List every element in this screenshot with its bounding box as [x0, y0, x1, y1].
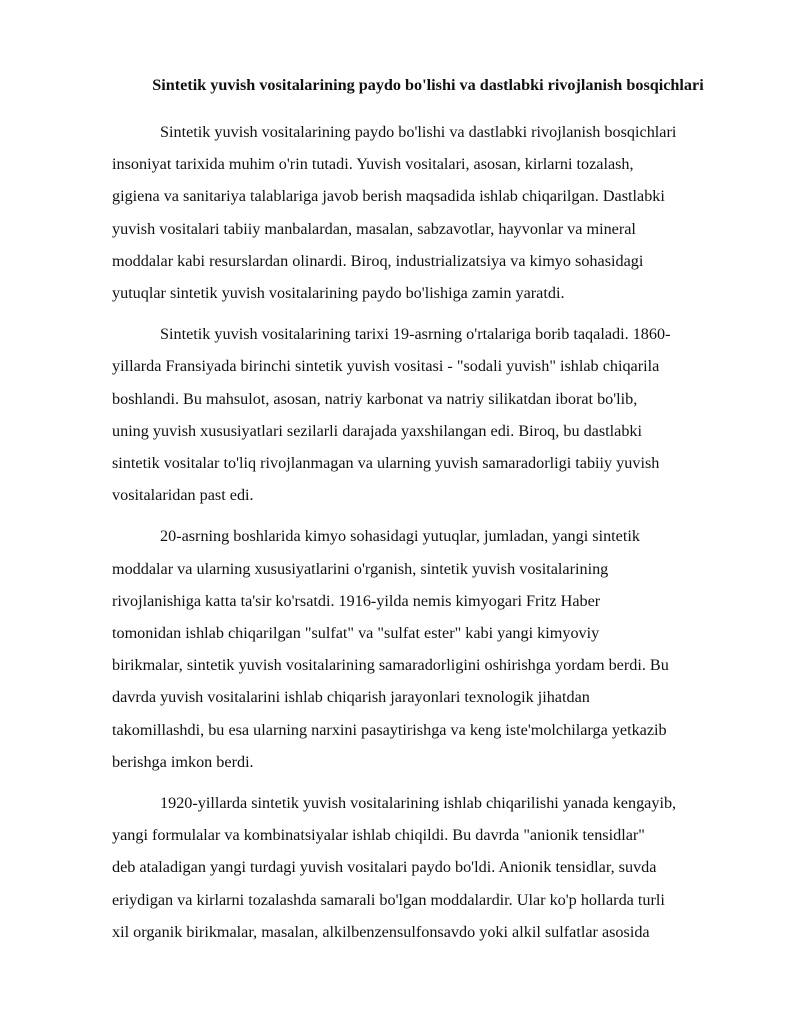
paragraph-line: takomillashdi, bu esa ularning narxini pasaytirishga va keng iste'molchilarga yetkazib: [112, 720, 667, 739]
paragraph-line: eriydigan va kirlarni tozalashda samarali bo'lgan moddalardir. Ular ko'p hollarda turli: [112, 890, 665, 909]
paragraph-line: Sintetik yuvish vositalarining tarixi 19-asrning o'rtalariga borib taqaladi. 1860-: [160, 325, 671, 344]
document-page: [112, 70, 744, 957]
paragraph-line: moddalar va ularning xususiyatlarini o'rganish, sintetik yuvish vositalarining: [112, 559, 609, 578]
paragraph-line: uning yuvish xususiyatlari sezilarli darajada yaxshilangan edi. Biroq, bu dastlabki: [112, 421, 643, 440]
paragraph-line: tomonidan ishlab chiqarilgan "sulfat" va "sulfat ester" kabi yangi kimyoviy: [112, 624, 600, 643]
paragraph-line: rivojlanishiga katta ta'sir ko'rsatdi. 1916-yilda nemis kimyogari Fritz Haber: [112, 591, 601, 610]
paragraph-line: sintetik vositalar to'liq rivojlanmagan va ularning yuvish samaradorligi tabiiy yuvish: [112, 454, 660, 473]
paragraph-line: yutuqlar sintetik yuvish vositalarining paydo bo'lishiga zamin yaratdi.: [112, 284, 565, 303]
paragraph-line: yillarda Fransiyada birinchi sintetik yuvish vositasi - "sodali yuvish" ishlab chiqarila: [112, 357, 660, 376]
paragraph-line: moddalar kabi resurslardan olinardi. Biroq, industrializatsiya va kimyo sohasidagi: [112, 251, 644, 270]
paragraph-line: birikmalar, sintetik yuvish vositalarining samaradorligini oshirishga yordam berdi. Bu: [112, 656, 669, 675]
paragraph-line: gigiena va sanitariya talablariga javob berish maqsadida ishlab chiqarilgan. Dastlabki: [112, 187, 665, 206]
paragraph-1: [112, 116, 744, 309]
paragraph-line: 20-asrning boshlarida kimyo sohasidagi yutuqlar, jumladan, yangi sintetik: [160, 527, 640, 546]
paragraph-line: berishga imkon berdi.: [112, 752, 254, 771]
paragraph-line: boshlandi. Bu mahsulot, asosan, natriy karbonat va natriy silikatdan iborat bo'lib,: [112, 389, 638, 408]
paragraph-line: vositalaridan past edi.: [112, 486, 254, 505]
paragraph-line: yuvish vositalari tabiiy manbalardan, masalan, sabzavotlar, hayvonlar va mineral: [112, 219, 636, 238]
paragraph-line: xil organik birikmalar, masalan, alkilbenzensulfonsavdo yoki alkil sulfatlar asosida: [112, 922, 650, 941]
paragraph-2: [112, 318, 744, 511]
document-title: Sintetik yuvish vositalarining paydo bo'lishi va dastlabki rivojlanish bosqichlari: [152, 76, 704, 94]
paragraph-line: insoniyat tarixida muhim o'rin tutadi. Yuvish vositalari, asosan, kirlarni tozalash,: [112, 155, 634, 174]
paragraph-3: [112, 520, 744, 778]
paragraph-line: yangi formulalar va kombinatsiyalar ishlab chiqildi. Bu davrda "anionik tensidlar": [112, 826, 645, 845]
paragraph-line: Sintetik yuvish vositalarining paydo bo'lishi va dastlabki rivojlanish bosqichlari: [160, 123, 677, 141]
paragraph-4: [112, 787, 744, 948]
paragraph-line: deb ataladigan yangi turdagi yuvish vositalari paydo bo'ldi. Anionik tensidlar, suvda: [112, 858, 657, 877]
paragraph-line: 1920-yillarda sintetik yuvish vositalarining ishlab chiqarilishi yanada kengayib,: [160, 794, 677, 813]
paragraph-line: davrda yuvish vositalarini ishlab chiqarish jarayonlari texnologik jihatdan: [112, 688, 590, 707]
